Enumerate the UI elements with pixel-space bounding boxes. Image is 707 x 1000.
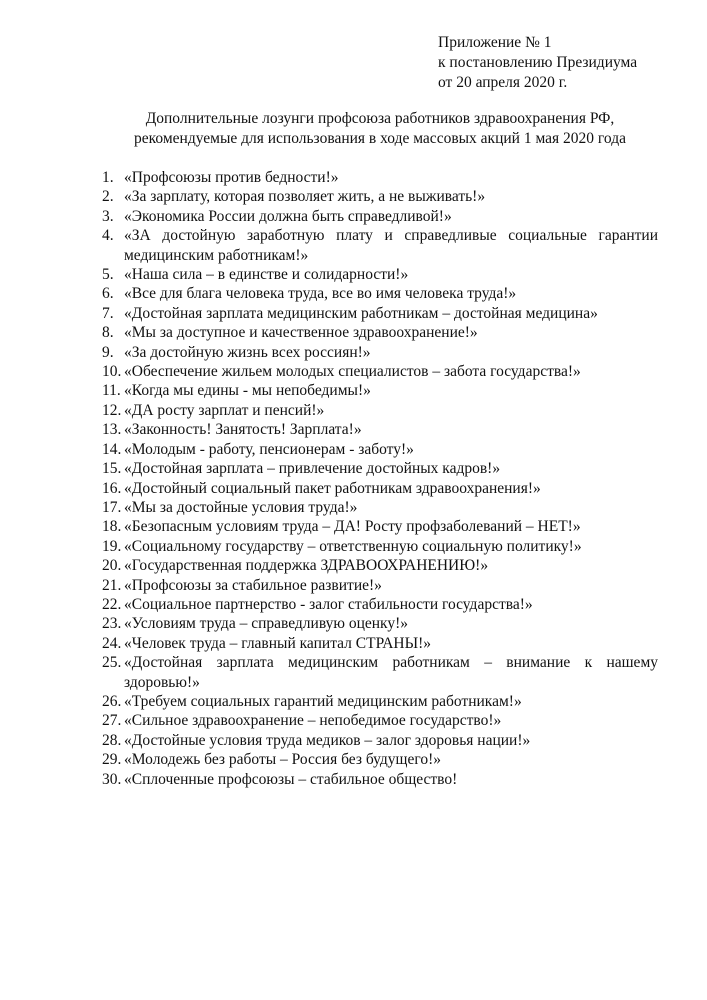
slogan-number: 6. — [102, 285, 114, 303]
slogan-number: 23. — [102, 615, 122, 633]
document-title — [100, 109, 660, 149]
slogan-number: 24. — [102, 634, 122, 652]
slogan-number: 4. — [102, 227, 114, 245]
slogan-list — [102, 168, 658, 789]
slogan-number: 7. — [102, 304, 114, 322]
slogan-text: «Когда мы едины - мы непобедимы!» — [124, 382, 371, 400]
slogan-number: 25. — [102, 654, 122, 672]
slogan-number: 12. — [102, 401, 122, 419]
slogan-number: 10. — [102, 363, 122, 381]
slogan-item — [102, 440, 658, 459]
slogan-item — [102, 207, 658, 226]
slogan-number: 15. — [102, 460, 122, 478]
slogan-text: «За достойную жизнь всех россиян!» — [124, 343, 371, 361]
slogan-item — [102, 168, 658, 187]
slogan-item — [102, 770, 658, 789]
slogan-item — [102, 711, 658, 730]
slogan-number: 8. — [102, 324, 114, 342]
slogan-text: «Социальному государству – ответственную социальную политику!» — [124, 537, 582, 555]
slogan-number: 1. — [102, 169, 114, 186]
slogan-item — [102, 323, 658, 342]
slogan-number: 3. — [102, 207, 114, 225]
slogan-text: «Человек труда – главный капитал СТРАНЫ!» — [124, 634, 432, 652]
slogan-item — [102, 517, 658, 536]
slogan-text: «ДА росту зарплат и пенсий!» — [124, 401, 325, 419]
slogan-item — [102, 362, 658, 381]
slogan-item — [102, 420, 658, 439]
appendix-line-1: Приложение № 1 — [438, 34, 552, 51]
slogan-item — [102, 401, 658, 420]
slogan-item — [102, 614, 658, 633]
slogan-text: «Законность! Занятость! Зарплата!» — [124, 421, 362, 439]
slogan-number: 14. — [102, 440, 122, 458]
slogan-item — [102, 576, 658, 595]
appendix-header — [438, 33, 698, 93]
slogan-item — [102, 692, 658, 711]
slogan-item — [102, 187, 658, 206]
slogan-text: «Все для блага человека труда, все во имя человека труда!» — [124, 285, 517, 303]
slogan-number: 2. — [102, 188, 114, 206]
slogan-item — [102, 265, 658, 284]
slogan-text: «Достойный социальный пакет работникам здравоохранения!» — [124, 479, 541, 497]
slogan-item — [102, 343, 658, 362]
slogan-text: «Достойные условия труда медиков – залог здоровья нации!» — [124, 731, 531, 749]
slogan-text: «Сильное здравоохранение – непобедимое государство!» — [124, 712, 502, 730]
slogan-text: «Профсоюзы против бедности!» — [124, 169, 339, 186]
slogan-number: 11. — [102, 382, 121, 400]
slogan-item — [102, 381, 658, 400]
slogan-number: 9. — [102, 343, 114, 361]
slogan-item — [102, 634, 658, 653]
slogan-item — [102, 653, 658, 692]
slogan-item — [102, 731, 658, 750]
slogan-number: 29. — [102, 751, 122, 769]
slogan-number: 21. — [102, 576, 122, 594]
slogan-item — [102, 284, 658, 303]
slogan-number: 26. — [102, 692, 122, 710]
slogan-number: 18. — [102, 518, 122, 536]
slogan-text: «Сплоченные профсоюзы – стабильное общество! — [124, 770, 458, 788]
title-line-1: Дополнительные лозунги профсоюза работников здравоохранения РФ, — [145, 110, 615, 127]
slogan-number: 5. — [102, 266, 114, 284]
slogan-item — [102, 556, 658, 575]
appendix-line-3: от 20 апреля 2020 г. — [438, 74, 568, 91]
title-line-2: рекомендуемые для использования в ходе массовых акций 1 мая 2020 года — [134, 130, 626, 147]
slogan-number: 22. — [102, 595, 122, 613]
slogan-text: «Условиям труда – справедливую оценку!» — [124, 615, 409, 633]
slogan-item — [102, 498, 658, 517]
slogan-number: 30. — [102, 770, 122, 788]
slogan-item — [102, 595, 658, 614]
slogan-number: 19. — [102, 537, 122, 555]
slogan-text: «Молодежь без работы – Россия без будущего!» — [124, 751, 441, 769]
appendix-line-2: к постановлению Президиума — [438, 54, 638, 71]
slogan-text: «Достойная зарплата медицинским работникам – достойная медицина» — [124, 304, 598, 322]
slogan-text: «Молодым - работу, пенсионерам - заботу!» — [124, 440, 414, 458]
slogan-text: «За зарплату, которая позволяет жить, а не выживать!» — [124, 188, 486, 206]
slogan-text: «Социальное партнерство - залог стабильности государства!» — [124, 595, 533, 613]
slogan-number: 16. — [102, 479, 122, 497]
slogan-text: «ЗА достойную заработную плату и справедливые социальные гарантии медицинским работникам!» — [124, 227, 658, 264]
slogan-text: «Обеспечение жильем молодых специалистов – забота государства!» — [124, 363, 581, 381]
slogan-text: «Экономика России должна быть справедливой!» — [124, 207, 452, 225]
slogan-number: 13. — [102, 421, 122, 439]
slogan-text: «Достойная зарплата – привлечение достойных кадров!» — [124, 460, 501, 478]
slogan-text: «Мы за доступное и качественное здравоохранение!» — [124, 324, 478, 342]
slogan-item — [102, 226, 658, 265]
slogan-item — [102, 459, 658, 478]
slogan-item — [102, 304, 658, 323]
slogan-item — [102, 537, 658, 556]
slogan-text: «Мы за достойные условия труда!» — [124, 498, 358, 516]
slogan-number: 27. — [102, 712, 122, 730]
slogan-text: «Наша сила – в единстве и солидарности!» — [124, 266, 409, 284]
slogan-number: 20. — [102, 557, 122, 575]
slogan-item — [102, 479, 658, 498]
slogan-number: 28. — [102, 731, 122, 749]
slogan-number: 17. — [102, 498, 122, 516]
slogan-item — [102, 750, 658, 769]
slogan-text: «Достойная зарплата медицинским работникам – внимание к нашему здоровью!» — [124, 654, 658, 691]
slogan-text: «Государственная поддержка ЗДРАВООХРАНЕНИЮ!» — [124, 557, 489, 575]
slogan-text: «Требуем социальных гарантий медицинским работникам!» — [124, 692, 522, 710]
slogan-text: «Безопасным условиям труда – ДА! Росту профзаболеваний – НЕТ!» — [124, 518, 581, 536]
slogan-text: «Профсоюзы за стабильное развитие!» — [124, 576, 382, 594]
